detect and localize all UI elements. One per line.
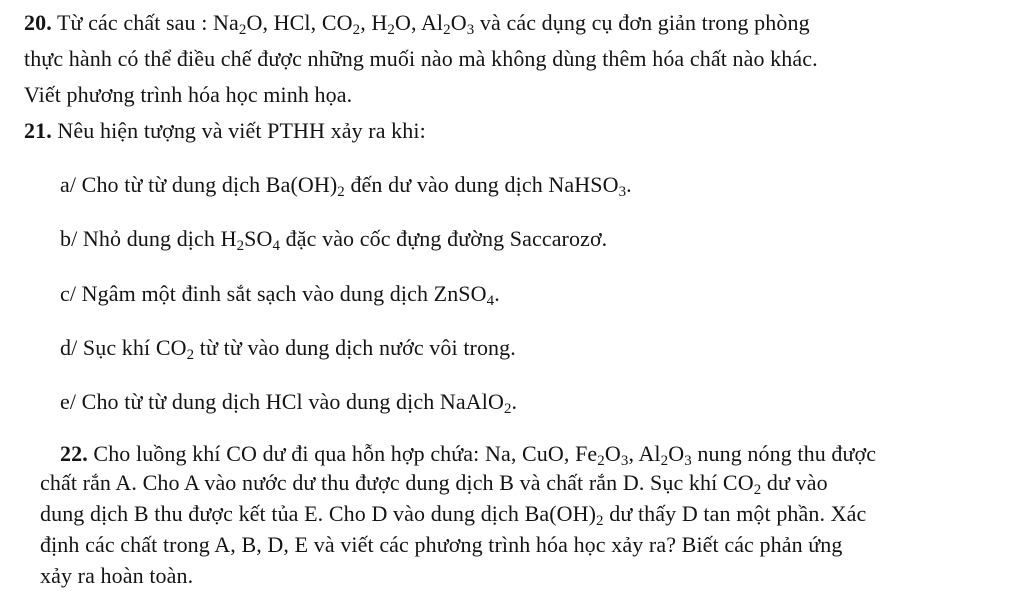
q21-item-c: c/ Ngâm một đinh sắt sạch vào dung dịch ZnSO$_4$. <box>60 281 500 310</box>
q22-line-4: định các chất trong A, B, D, E và viết các phương trình hóa học xảy ra? Biết các phản ứng <box>40 532 843 557</box>
q21-item-e: e/ Cho từ từ dung dịch HCl vào dung dịch NaAlO$_2$. <box>60 389 518 418</box>
q22-line-3: dung dịch B thu được kết tủa E. Cho D vào dung dịch $Ba(OH)_2$ dư thấy D tan một phần. Xác <box>40 501 867 530</box>
q21-item-d: d/ Sục khí $CO_2$ từ từ vào dung dịch nước vôi trong. <box>60 335 516 364</box>
q20-number: 20. <box>24 10 52 35</box>
q21-intro: Nêu hiện tượng và viết PTHH xảy ra khi: <box>57 118 426 143</box>
q20-line-2: thực hành có thể điều chế được những muối nào mà không dùng thêm hóa chất nào khác. <box>24 46 818 71</box>
q22-line-1 <box>60 441 877 470</box>
q20-text-1: Từ các chất sau : $Na_2O$, HCl, $CO_2$, $H_2O$, $Al_2O_3$ và các dụng cụ đơn giản trong phòng <box>57 10 810 39</box>
q20-line-1 <box>24 10 810 39</box>
q22-text-1: Cho luồng khí CO dư đi qua hỗn hợp chứa: Na, CuO, $Fe_2O_3$, $Al_2O_3$ nung nóng thu được <box>93 441 877 470</box>
q21-item-a: a/ Cho từ từ dung dịch $Ba(OH)_2$ đến dư vào dung dịch NaHSO$_3$. <box>60 172 632 201</box>
q21-item-b: b/ Nhỏ dung dịch $H_2SO_4$ đặc vào cốc đựng đường Saccarozơ. <box>60 226 608 255</box>
q22-line-5: xảy ra hoàn toàn. <box>40 563 194 588</box>
q20-line-3: Viết phương trình hóa học minh họa. <box>24 82 353 107</box>
q21-number: 21. <box>24 118 52 143</box>
q22-line-2: chất rắn A. Cho A vào nước dư thu được dung dịch B và chất rắn D. Sục khí $CO_2$ dư vào <box>40 470 828 499</box>
q21-heading <box>24 118 426 144</box>
q22-number: 22. <box>60 441 88 466</box>
